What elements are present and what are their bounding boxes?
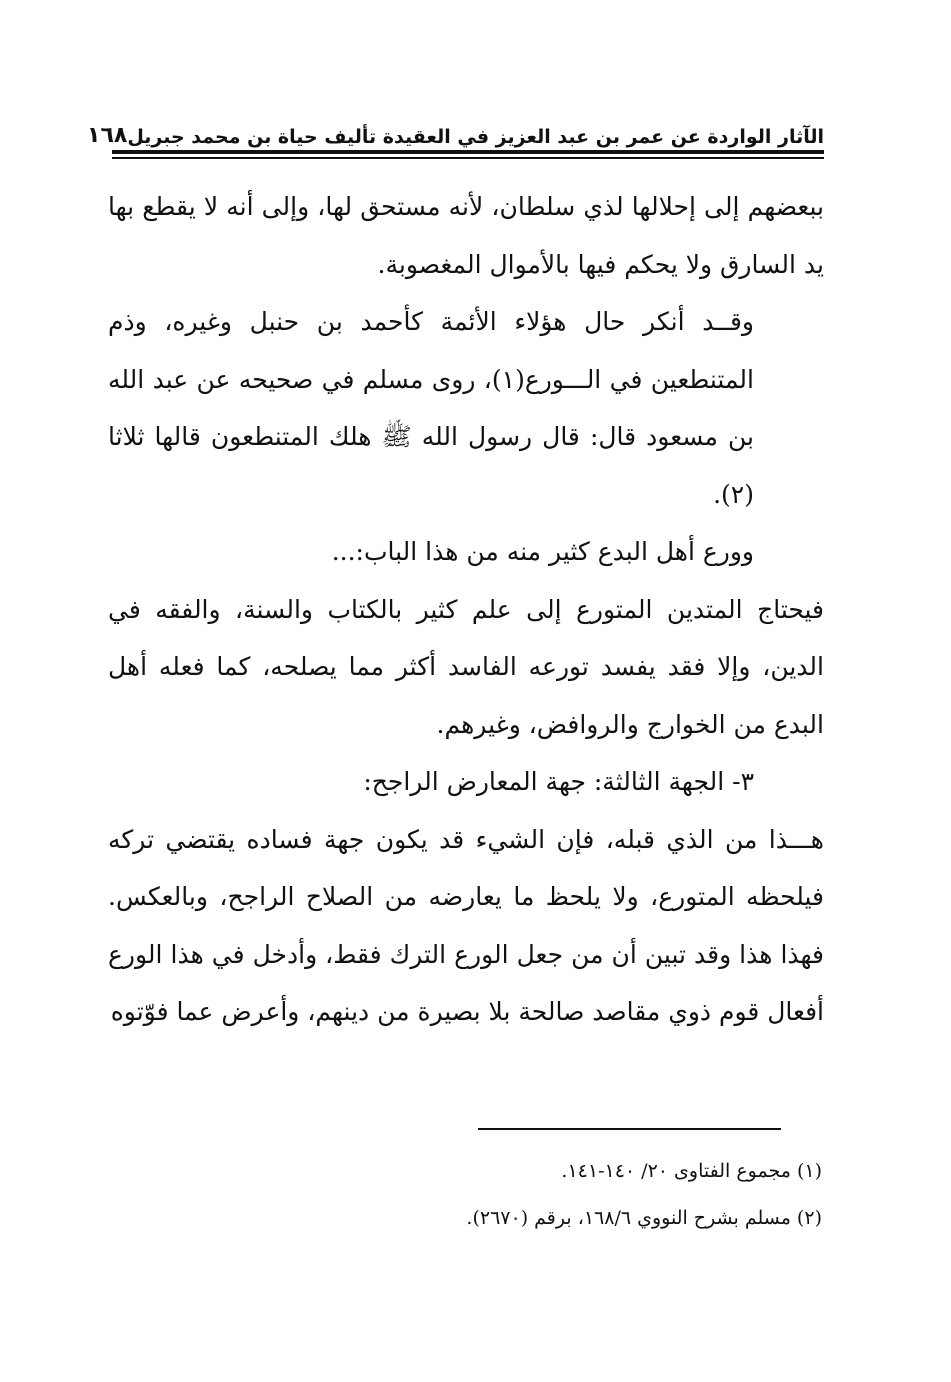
header-rule-thick: [112, 150, 824, 154]
footnote-rule: [478, 1128, 781, 1130]
main-text: [108, 178, 824, 1041]
page-header: [87, 108, 824, 148]
paragraph-4: فيحتاج المتدين المتورع إلى علم كثير بالكتاب والسنة، والفقه في الدين، وإلا فقد يفسد تورعه الفاسد أكثر مما يصلحه، كما فعله أهل البدع من الخوارج والروافض، وغيرهم.: [108, 594, 824, 739]
footnote-1: (١) مجموع الفتاوى ٢٠/ ١٤٠-١٤١.: [561, 1160, 822, 1182]
paragraph-2: وقــد أنكر حال هؤلاء الأئمة كأحمد بن حنبل وغيره، وذم المتنطعين في الـــورع(١)، روى مسلم في صحيحه عن عبد الله بن مسعود قال: قال رسول الله ﷺ هلك المتنطعون قالها ثلاثا (٢).: [108, 307, 754, 509]
header-rule-thin: [112, 157, 824, 159]
running-title: الآثار الواردة عن عمر بن عبد العزيز في العقيدة تأليف حياة بن محمد جبريل: [127, 126, 824, 148]
footnotes: [300, 1148, 822, 1242]
paragraph-1: ببعضهم إلى إحلالها لذي سلطان، لأنه مستحق لها، وإلى أنه لا يقطع بها يد السارق ولا يحكم فيها بالأموال المغصوبة.: [108, 192, 824, 279]
section-heading: ٣- الجهة الثالثة: جهة المعارض الراجح:: [363, 767, 754, 796]
page-number: ١٦٨: [87, 123, 128, 148]
paragraph-6: هـــذا من الذي قبله، فإن الشيء قد يكون جهة فساده يقتضي تركه فيلحظه المتورع، ولا يلحظ ما يعارضه من الصلاح الراجح، وبالعكس. فهذا هذا وقد تبين أن من جعل الورع الترك فقط، وأدخل في هذا الورع أفعال قوم ذوي مقاصد صالحة بلا بصيرة من دينهم، وأعرض عما فوّتوه: [108, 824, 824, 1026]
paragraph-3: وورع أهل البدع كثير منه من هذا الباب:...: [331, 537, 754, 566]
footnote-2: (٢) مسلم بشرح النووي ١٦٨/٦، برقم (٢٦٧٠).: [466, 1207, 822, 1229]
